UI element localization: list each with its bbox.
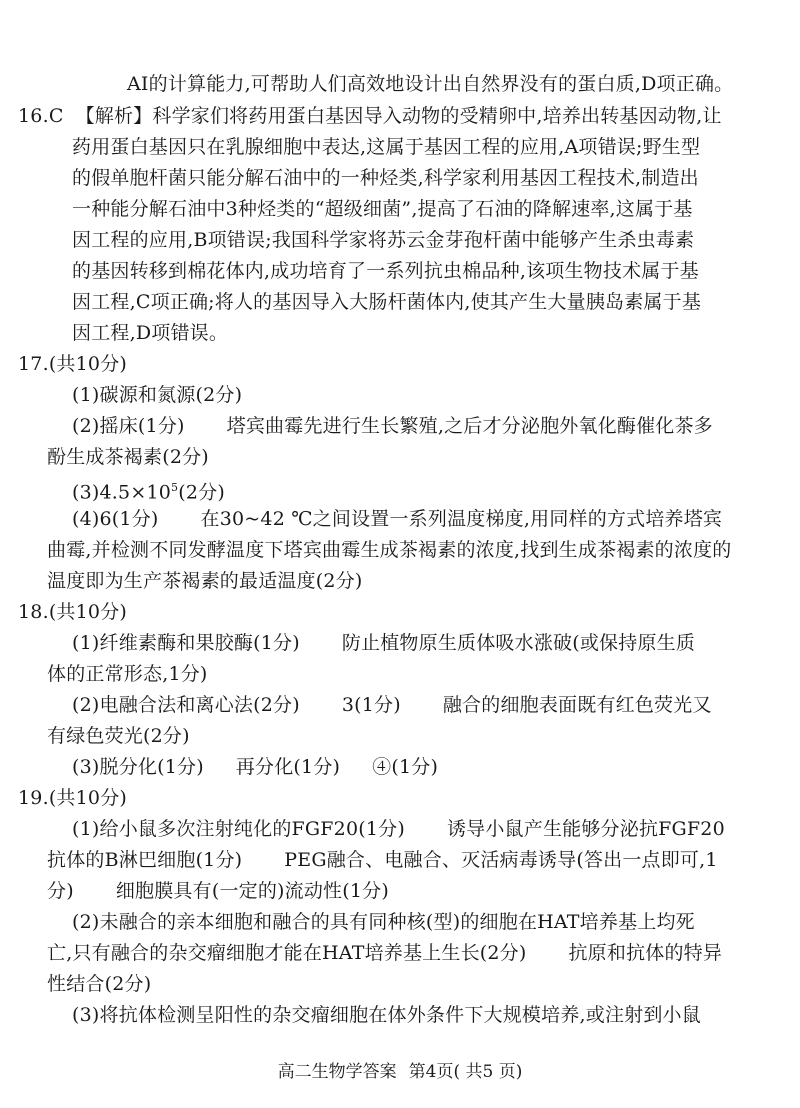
q18-part-1 <box>72 629 695 657</box>
q17-heading: 17.(共10分) <box>18 353 128 375</box>
q17-part-4-cont-2: 温度即为生产茶褐素的最适温度(2分) <box>47 570 363 592</box>
q17-2-answer: (2)摇床(1分) <box>72 415 185 437</box>
q17-4-answer: (4)6(1分) <box>72 508 159 530</box>
q19-part-2-cont-1 <box>47 939 722 967</box>
q18-heading: 18.(共10分) <box>18 601 128 623</box>
footer-subject: 高二生物学答案 <box>277 1062 397 1082</box>
footer-page-number: 第4页( 共5 页) <box>408 1062 523 1082</box>
q16-line-5: 因工程的应用,B项错误;我国科学家将苏云金芽孢杆菌中能够产生杀虫毒素 <box>72 229 695 251</box>
q17-part-2-cont: 酚生成茶褐素(2分) <box>47 446 209 468</box>
analysis-tag: 【解析】 <box>75 105 153 127</box>
q19-part-3: (3)将抗体检测呈阳性的杂交瘤细胞在体外条件下大规模培养,或注射到小鼠 <box>72 1004 701 1026</box>
q16-line-8: 因工程,D项错误。 <box>72 322 229 344</box>
q18-part-2-cont: 有绿色荧光(2分) <box>47 725 190 747</box>
q18-part-1-cont: 体的正常形态,1分) <box>47 663 208 685</box>
q16-line-4: 一种能分解石油中3种烃类的“超级细菌”,提高了石油的降解速率,这属于基 <box>72 198 693 220</box>
q18-part-2 <box>72 691 712 719</box>
q18-3-answer-c: ④(1分) <box>372 756 439 778</box>
q19-part-1-cont-2 <box>47 877 389 905</box>
page-footer <box>0 1060 800 1084</box>
q15-continuation: AI的计算能力,可帮助人们高效地设计出自然界没有的蛋白质,D项正确。 <box>127 73 734 95</box>
q18-2-reason: 融合的细胞表面既有红色荧光又 <box>442 694 712 716</box>
q16-line-1 <box>18 102 722 130</box>
q16-line-2: 药用蛋白基因只在乳腺细胞中表达,这属于基因工程的应用,A项错误;野生型 <box>72 136 701 158</box>
q17-part-3 <box>72 474 225 506</box>
q17-3-exponent: 5 <box>171 481 179 494</box>
q17-4-method: 在30~42 ℃之间设置一系列温度梯度,用同样的方式培养塔宾 <box>200 508 723 530</box>
q18-2-count: 3(1分) <box>341 694 401 716</box>
q19-part-1-cont-1 <box>47 846 718 874</box>
q17-part-4 <box>72 505 722 533</box>
q18-1-answer: (1)纤维素酶和果胶酶(1分) <box>72 632 300 654</box>
q16-line-3: 的假单胞杆菌只能分解石油中的一种烃类,科学家利用基因工程技术,制造出 <box>72 167 699 189</box>
q18-3-answer-b: 再分化(1分) <box>235 756 341 778</box>
q17-part-1: (1)碳源和氮源(2分) <box>72 384 243 406</box>
q16-number: 16.C <box>18 105 64 127</box>
q19-1-cells: 抗体的B淋巴细胞(1分) <box>47 849 243 871</box>
q17-part-4-cont-1: 曲霉,并检测不同发酵温度下塔宾曲霉生成茶褐素的浓度,找到生成茶褐素的浓度的 <box>47 539 732 561</box>
q18-2-answer: (2)电融合法和离心法(2分) <box>72 694 300 716</box>
q19-2-principle: 抗原和抗体的特异 <box>568 942 723 964</box>
q16-line-6: 的基因转移到棉花体内,成功培育了一系列抗虫棉品种,该项生物技术属于基 <box>72 260 699 282</box>
q17-3-score: (2分) <box>178 481 225 504</box>
q17-part-2 <box>72 412 713 440</box>
q19-part-2-cont-2: 性结合(2分) <box>47 973 152 995</box>
q17-2-reason: 塔宾曲霉先进行生长繁殖,之后才分泌胞外氧化酶催化茶多 <box>226 415 713 437</box>
q19-1-methods: PEG融合、电融合、灭活病毒诱导(答出一点即可,1 <box>284 849 718 871</box>
q19-1-principle: 细胞膜具有(一定的)流动性(1分) <box>115 880 389 902</box>
q19-1-purpose: 诱导小鼠产生能够分泌抗FGF20 <box>446 818 725 840</box>
q17-3-value: (3)4.5×10 <box>72 481 172 504</box>
q19-1-score-end: 分) <box>47 880 74 902</box>
q19-part-2: (2)未融合的亲本细胞和融合的具有同种核(型)的细胞在HAT培养基上均死 <box>72 911 695 933</box>
q16-text: 科学家们将药用蛋白基因导入动物的受精卵中,培养出转基因动物,让 <box>152 105 722 127</box>
q19-1-answer: (1)给小鼠多次注射纯化的FGF20(1分) <box>72 818 405 840</box>
q18-1-reason: 防止植物原生质体吸水涨破(或保持原生质 <box>341 632 696 654</box>
q19-part-1 <box>72 815 725 843</box>
q16-line-7: 因工程,C项正确;将人的基因导入大肠杆菌体内,使其产生大量胰岛素属于基 <box>72 291 702 313</box>
q19-2-screening: 亡,只有融合的杂交瘤细胞才能在HAT培养基上生长(2分) <box>47 942 527 964</box>
q19-heading: 19.(共10分) <box>18 787 128 809</box>
q18-part-3 <box>72 753 438 781</box>
q18-3-answer-a: (3)脱分化(1分) <box>72 756 204 778</box>
